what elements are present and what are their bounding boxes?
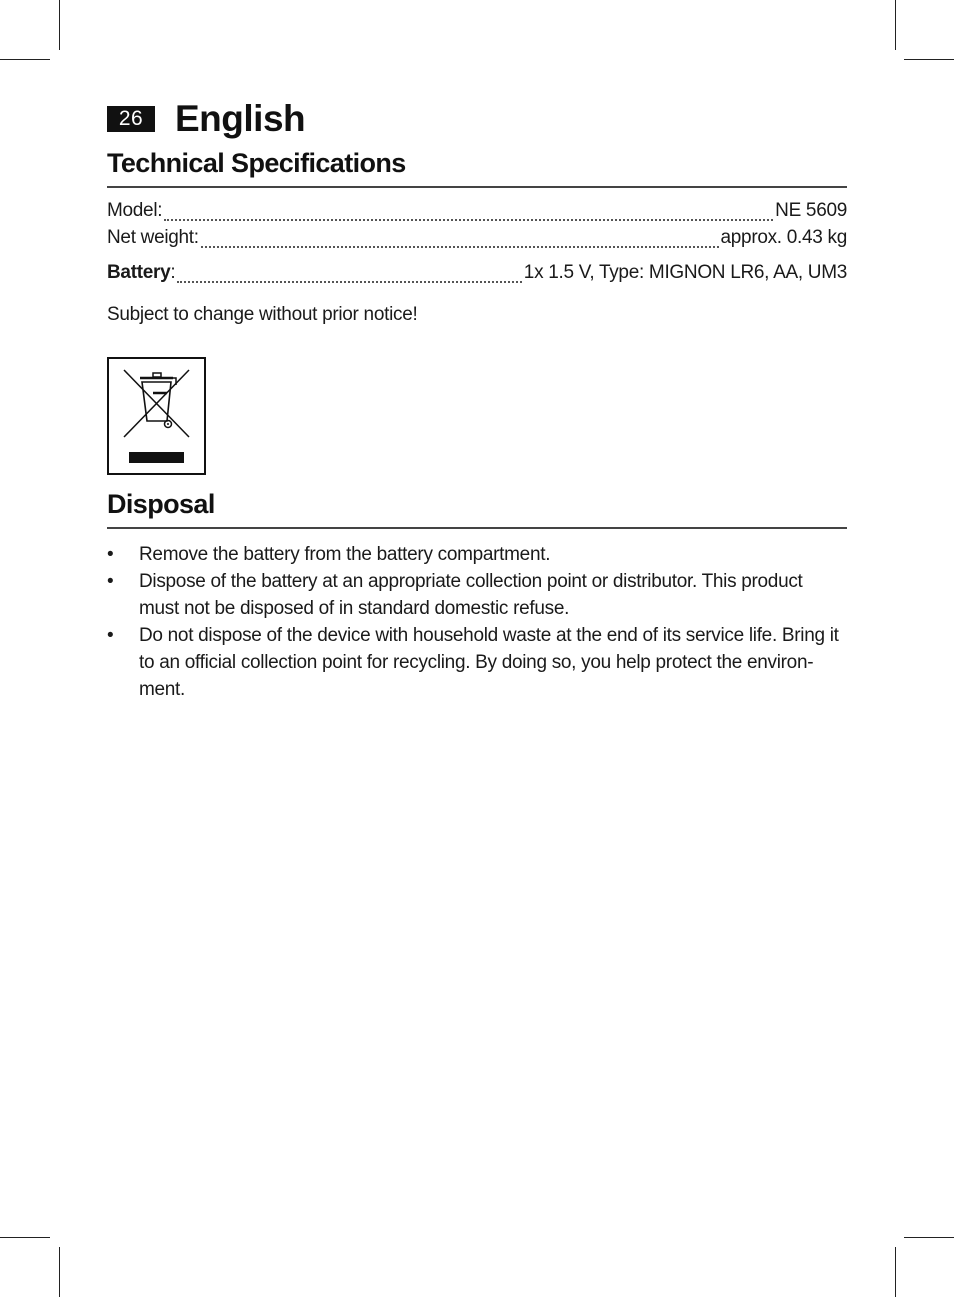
language-title: English [175,98,306,139]
spec-label-suffix: : [170,262,176,283]
crop-mark [59,0,60,50]
spec-value: NE 5609 [775,200,847,221]
spec-value: approx. 0.43 kg [720,227,847,248]
crop-mark [904,1237,954,1238]
page-content [107,98,847,703]
spec-label [107,262,175,284]
disposal-heading: Disposal [107,487,847,529]
spec-row-model [107,200,847,227]
list-item-text: Remove the battery from the battery compartment. [139,544,551,565]
bullet-glyph: • [107,544,114,565]
tech-specs-heading: Technical Specifications [107,146,847,188]
dot-leader [164,219,773,221]
crop-mark [0,1237,50,1238]
spec-label: Model: [107,200,163,221]
list-item [107,541,847,568]
spec-label: Net weight: [107,227,199,248]
disposal-list [107,541,847,703]
list-item [107,568,847,622]
weee-symbol [109,359,204,473]
spec-row-net-weight [107,227,847,254]
list-item-text: Do not dispose of the device with household waste at the end of its service life. Bring it to an official collection point for recycling. By doing so, you help protect the environ-ment. [139,625,839,700]
change-notice: Subject to change without prior notice! [107,304,418,325]
page-number-badge: 26 [107,106,155,132]
crop-mark [0,59,50,60]
dot-leader [177,281,521,283]
list-item [107,622,847,703]
crop-mark [895,0,896,50]
spec-label-bold: Battery [107,262,171,283]
spec-row-battery [107,262,847,289]
bullet-glyph: • [107,625,114,646]
spec-list [107,200,847,289]
spec-value: 1x 1.5 V, Type: MIGNON LR6, AA, UM3 [523,262,847,283]
crop-mark [895,1247,896,1297]
crop-mark [904,59,954,60]
bullet-glyph: • [107,571,114,592]
list-item-text: Dispose of the battery at an appropriate collection point or distributor. This product must not be disposed of in standard domestic refuse. [139,571,803,619]
crop-mark [59,1247,60,1297]
dot-leader [201,246,719,248]
crossed-out-wheelie-bin-icon [107,357,206,475]
page-header [107,98,847,140]
